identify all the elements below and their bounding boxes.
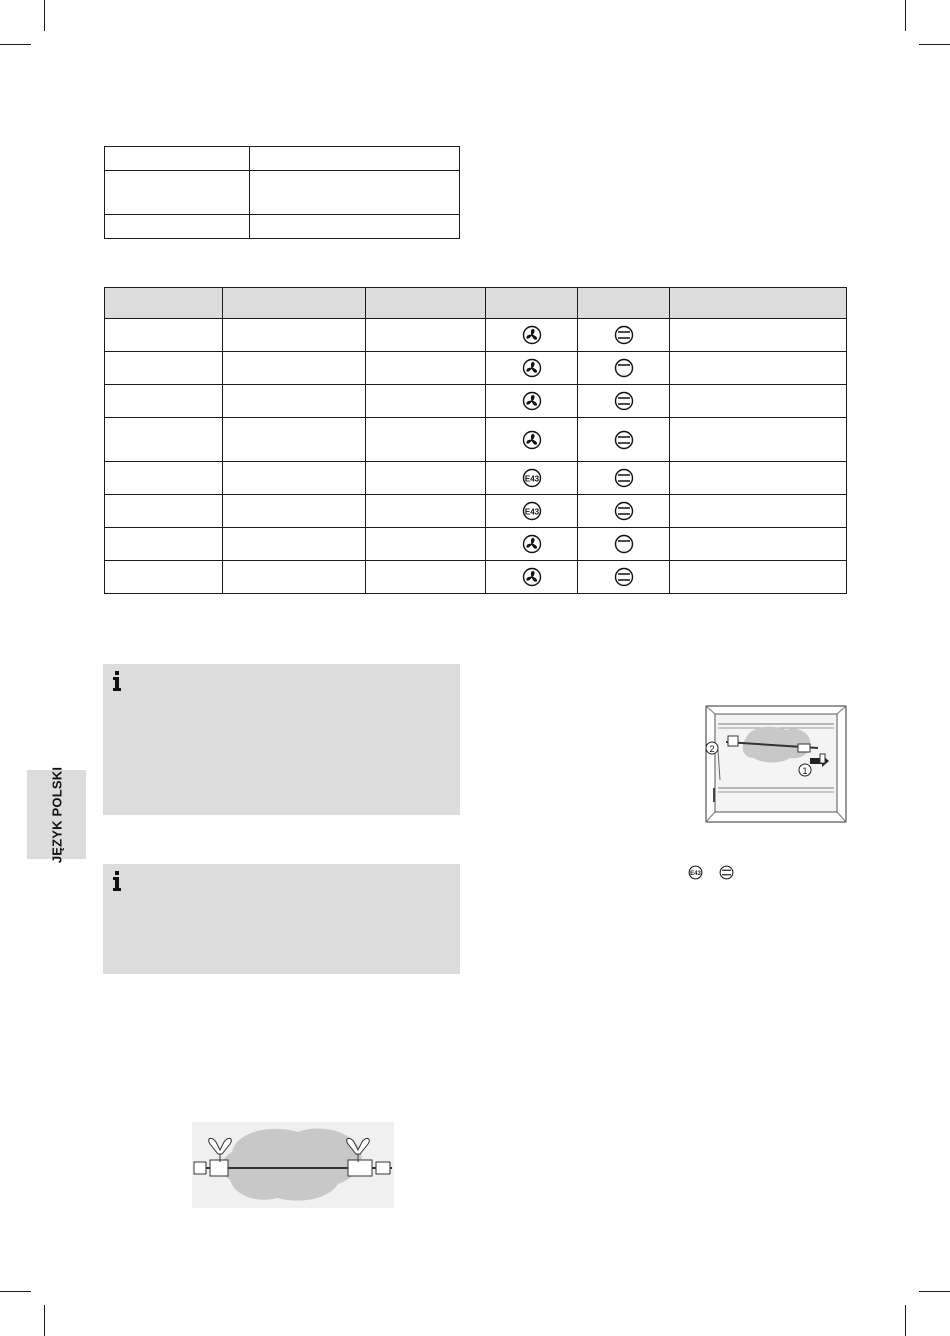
crop-mark-top-right-v [905, 0, 906, 31]
column-header [223, 288, 366, 319]
table-cell [670, 495, 847, 528]
table-cell [250, 171, 460, 215]
table-cell [105, 385, 223, 418]
top-heat-icon [614, 358, 634, 378]
table-cell [366, 319, 486, 352]
crop-mark-top-left-v [44, 0, 45, 31]
table-cell [670, 352, 847, 385]
top-bottom-heat-icon [614, 567, 634, 587]
top-bottom-heat-icon [614, 501, 634, 521]
table-cell [366, 495, 486, 528]
column-header [366, 288, 486, 319]
icon-cell [486, 561, 578, 594]
icon-cell [578, 462, 670, 495]
table-cell [105, 528, 223, 561]
icon-cell [578, 319, 670, 352]
icon-cell [486, 495, 578, 528]
icon-cell [486, 352, 578, 385]
table-cell [223, 495, 366, 528]
table-cell [105, 462, 223, 495]
fan-icon [522, 534, 542, 554]
table-row [105, 561, 847, 594]
table-cell [366, 352, 486, 385]
icon-cell [578, 495, 670, 528]
icon-cell [486, 528, 578, 561]
table-header-row [105, 288, 847, 319]
info-note [103, 864, 460, 974]
top-bottom-heat-icon [614, 430, 634, 450]
table-cell [366, 528, 486, 561]
svg-text:E43: E43 [690, 871, 701, 878]
table-row [105, 147, 460, 171]
table-row [105, 385, 847, 418]
top-bottom-heat-icon [719, 865, 734, 880]
column-header [486, 288, 578, 319]
fan-icon [522, 358, 542, 378]
specs-table [104, 146, 460, 239]
rotisserie-fan-icon [688, 865, 703, 880]
cooking-table [104, 287, 847, 594]
table-cell [223, 352, 366, 385]
table-row [105, 528, 847, 561]
table-row [105, 495, 847, 528]
table-cell [105, 319, 223, 352]
crop-mark-top-left-h [0, 44, 31, 45]
table-cell [223, 561, 366, 594]
crop-mark-bottom-right-v [905, 1305, 906, 1336]
table-cell [366, 462, 486, 495]
info-icon [112, 671, 122, 691]
table-cell [105, 561, 223, 594]
table-cell [105, 418, 223, 462]
callout-1: 1 [802, 766, 808, 776]
icon-cell [578, 561, 670, 594]
table-cell [105, 171, 250, 215]
table-cell [250, 147, 460, 171]
rotisserie-spit-illustration [188, 1118, 398, 1210]
icon-cell [486, 418, 578, 462]
table-cell [670, 561, 847, 594]
oven-rotisserie-figure [698, 700, 850, 826]
svg-text:E43: E43 [524, 474, 539, 484]
table-cell [105, 495, 223, 528]
table-cell [223, 385, 366, 418]
top-heat-icon [614, 534, 634, 554]
fan-icon [522, 430, 542, 450]
icon-cell [578, 385, 670, 418]
info-icon [112, 871, 122, 891]
crop-mark-bottom-left-h [0, 1291, 31, 1292]
table-cell [366, 561, 486, 594]
crop-mark-top-right-h [919, 44, 950, 45]
rotisserie-fan-icon [522, 468, 542, 488]
column-header [670, 288, 847, 319]
callout-2: 2 [709, 744, 715, 754]
svg-text:E43: E43 [524, 507, 539, 517]
icon-cell [486, 319, 578, 352]
table-cell [223, 462, 366, 495]
icon-cell [578, 352, 670, 385]
table-cell [223, 418, 366, 462]
table-row [105, 462, 847, 495]
language-tab [27, 766, 86, 863]
icon-cell [578, 528, 670, 561]
table-cell [250, 215, 460, 239]
crop-mark-bottom-right-h [919, 1291, 950, 1292]
table-cell [366, 385, 486, 418]
table-cell [105, 352, 223, 385]
table-cell [366, 418, 486, 462]
table-cell [670, 319, 847, 352]
top-bottom-heat-icon [614, 468, 634, 488]
icon-cell [486, 385, 578, 418]
icon-cell [578, 418, 670, 462]
language-tab-label: JĘZYK POLSKI [49, 766, 64, 863]
fan-icon [522, 391, 542, 411]
column-header [105, 288, 223, 319]
top-bottom-heat-icon [614, 391, 634, 411]
table-cell [670, 528, 847, 561]
fan-icon [522, 325, 542, 345]
table-row [105, 319, 847, 352]
table-row [105, 418, 847, 462]
table-cell [670, 418, 847, 462]
table-cell [223, 319, 366, 352]
table-cell [105, 147, 250, 171]
table-row [105, 215, 460, 239]
table-row [105, 352, 847, 385]
rotisserie-fan-icon [522, 501, 542, 521]
table-cell [670, 462, 847, 495]
table-cell [105, 215, 250, 239]
info-note [103, 664, 460, 815]
column-header [578, 288, 670, 319]
top-bottom-heat-icon [614, 325, 634, 345]
fan-icon [522, 567, 542, 587]
table-row [105, 171, 460, 215]
crop-mark-bottom-left-v [44, 1305, 45, 1336]
table-cell [670, 385, 847, 418]
icon-cell [486, 462, 578, 495]
table-cell [223, 528, 366, 561]
